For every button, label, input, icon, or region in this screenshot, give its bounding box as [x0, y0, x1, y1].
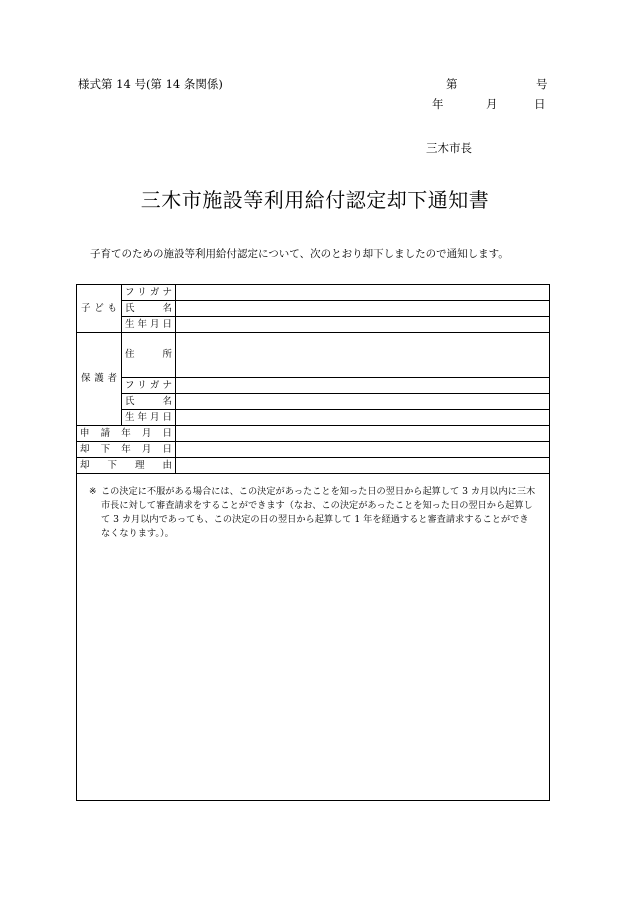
rejection-date-field[interactable] — [176, 442, 550, 458]
rejection-date-label: 却下年月日 — [77, 442, 176, 458]
guardian-group-label: 保護者 — [77, 333, 122, 426]
date-year-label: 年 — [432, 97, 444, 111]
date-day-label: 日 — [534, 97, 546, 111]
document-title: 三木市施設等利用給付認定却下通知書 — [140, 188, 490, 212]
document-number-suffix: 号 — [536, 77, 548, 91]
guardian-address-field[interactable] — [176, 333, 550, 378]
information-table — [76, 284, 550, 474]
guardian-name-label: 氏名 — [122, 394, 176, 410]
child-furigana-row — [77, 285, 550, 301]
guardian-address-label: 住所 — [122, 333, 176, 378]
rejection-date-row — [77, 442, 550, 458]
guardian-name-row — [77, 394, 550, 410]
rejection-reason-label: 却下理由 — [77, 458, 176, 474]
guardian-furigana-label: フリガナ — [122, 378, 176, 394]
note-mark: ※ — [89, 486, 97, 497]
child-name-label: 氏名 — [122, 301, 176, 317]
date-month-label: 月 — [486, 97, 498, 111]
document-number-prefix: 第 — [446, 77, 458, 91]
application-date-label: 申請年月日 — [77, 426, 176, 442]
child-name-row — [77, 301, 550, 317]
child-name-field[interactable] — [176, 301, 550, 317]
application-date-field[interactable] — [176, 426, 550, 442]
appeal-notice — [89, 485, 537, 541]
form-number-label: 様式第 14 号(第 14 条関係) — [78, 77, 223, 91]
intro-text: 子育てのための施設等利用給付認定について、次のとおり却下しましたので通知します。 — [90, 248, 509, 260]
child-birthdate-field[interactable] — [176, 317, 550, 333]
guardian-name-field[interactable] — [176, 394, 550, 410]
guardian-address-row — [77, 333, 550, 378]
guardian-birthdate-field[interactable] — [176, 410, 550, 426]
child-group-label: 子ども — [77, 285, 122, 333]
guardian-furigana-field[interactable] — [176, 378, 550, 394]
issuer-name: 三木市長 — [426, 141, 472, 155]
child-birthdate-label: 生年月日 — [122, 317, 176, 333]
appeal-notice-box — [76, 471, 550, 801]
guardian-birthdate-row — [77, 410, 550, 426]
child-furigana-field[interactable] — [176, 285, 550, 301]
appeal-notice-text: この決定に不服がある場合には、この決定があったことを知った日の翌日から起算して 3 カ月以内に三木市長に対して審査請求をすることができます（なお、この決定があったことを知った日の翌日から起算して 3 カ月以内であっても、この決定の日の翌日から起算して 1 年を経過すると審査請求することができなくなります。）。 — [101, 486, 536, 539]
application-date-row — [77, 426, 550, 442]
child-furigana-label: フリガナ — [122, 285, 176, 301]
guardian-birthdate-label: 生年月日 — [122, 410, 176, 426]
child-birthdate-row — [77, 317, 550, 333]
guardian-furigana-row — [77, 378, 550, 394]
